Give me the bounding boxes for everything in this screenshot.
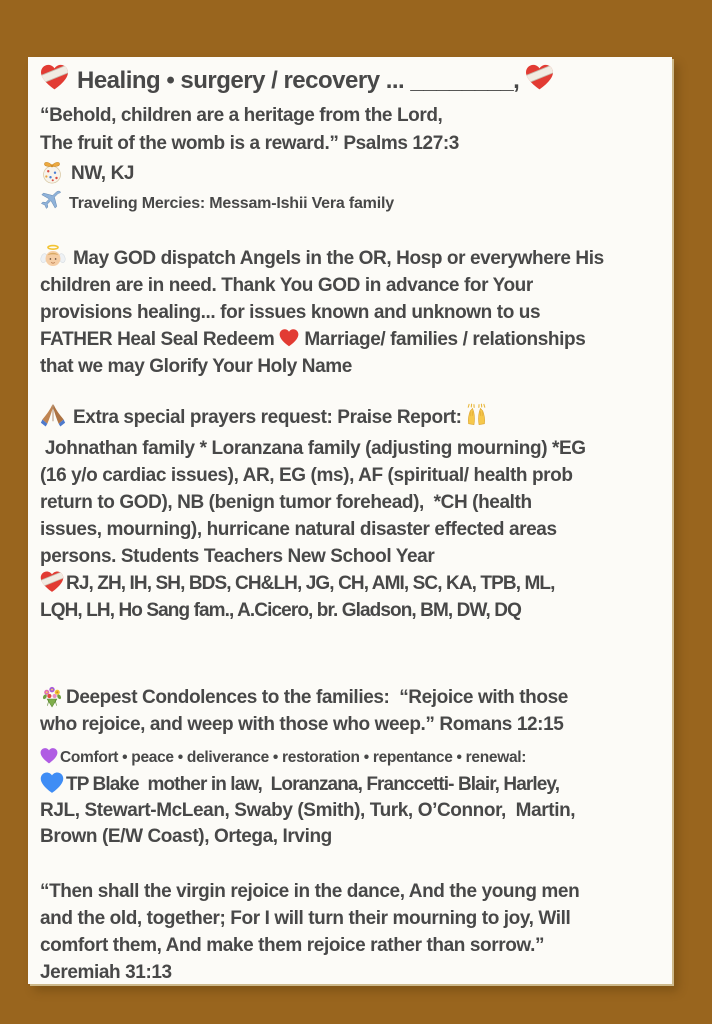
scripture-line: “Behold, children are a heritage from the Lord, xyxy=(40,105,443,126)
angels-prayer-paragraph xyxy=(40,243,664,380)
condolences-section xyxy=(40,684,664,738)
paragraph-line: provisions healing... for issues known and unknown to us xyxy=(40,302,541,323)
closing-quote xyxy=(40,878,664,959)
travel-text: Traveling Mercies: Messam-Ishii Vera family xyxy=(40,190,664,217)
comfort-header-line xyxy=(40,746,664,770)
initials-line: LQH, LH, Ho Sang fam., A.Cicero, br. Gladson, BM, DW, DQ xyxy=(40,600,521,621)
paragraph-line: return to GOD), NB (benign tumor forehead), *CH (health xyxy=(40,492,532,513)
initials-line: RJ, ZH, IH, SH, BDS, CH&LH, JG, CH, AMI, SC, KA, TPB, ML, xyxy=(40,570,664,597)
mending-heart-icon xyxy=(40,64,69,91)
mending-heart-icon xyxy=(40,570,64,594)
initials-list xyxy=(40,570,664,624)
special-prayers-body xyxy=(40,435,664,570)
header-section xyxy=(40,62,664,100)
paragraph-line: Johnathan family * Loranzana family (adjusting mourning) *EG xyxy=(40,438,586,459)
celebration-names: NW, KJ xyxy=(40,159,664,189)
raising-hands-icon xyxy=(463,402,490,429)
airplane-icon xyxy=(40,190,62,212)
paragraph-line: FATHER Heal Seal Redeem Marriage/ families / relationships xyxy=(40,329,586,350)
scripture-line: and the old, together; For I will turn their mourning to joy, Will xyxy=(40,908,571,929)
psalm-quote xyxy=(40,102,664,158)
scripture-reference: Jeremiah 31:13 xyxy=(40,962,172,983)
special-prayers-header xyxy=(40,402,664,431)
names-line: Brown (E/W Coast), Ortega, Irving xyxy=(40,826,332,847)
paragraph-line: (16 y/o cardiac issues), AR, EG (ms), AF (spiritual/ health prob xyxy=(40,465,573,486)
purple-heart-icon xyxy=(40,747,58,765)
comfort-heading: Comfort • peace • deliverance • restoration • repentance • renewal: xyxy=(40,746,664,770)
blue-heart-icon xyxy=(40,771,64,795)
names-line: TP Blake mother in law, Loranzana, Franccetti- Blair, Harley, xyxy=(40,771,664,798)
scripture-line: The fruit of the womb is a reward.” Psalms 127:3 xyxy=(40,133,459,154)
paragraph-line: that we may Glorify Your Holy Name xyxy=(40,356,352,377)
condolences-line: Deepest Condolences to the families: “Rejoice with those xyxy=(40,684,664,711)
folded-hands-icon xyxy=(40,402,66,429)
paragraph-line: children are in need. Thank You GOD in advance for Your xyxy=(40,275,533,296)
paragraph-line: issues, mourning), hurricane natural disaster effected areas xyxy=(40,519,557,540)
prayer-flyer-card xyxy=(28,57,672,984)
section-heading: Extra special prayers request: Praise Report: xyxy=(40,402,664,431)
names-line: RJL, Stewart-McLean, Swaby (Smith), Turk, O’Connor, Martin, xyxy=(40,800,576,821)
comfort-names-list xyxy=(40,771,664,850)
celebration-line xyxy=(40,159,664,189)
page-title: Healing • surgery / recovery ... ________, xyxy=(77,67,520,94)
scripture-line: “Then shall the virgin rejoice in the dance, And the young men xyxy=(40,881,580,902)
bouquet-icon xyxy=(40,684,64,708)
baby-angel-icon xyxy=(40,243,66,270)
closing-reference xyxy=(40,959,664,984)
paragraph-line: May GOD dispatch Angels in the OR, Hosp or everywhere His xyxy=(40,243,664,272)
paragraph-line: persons. Students Teachers New School Year xyxy=(40,546,435,567)
confetti-ball-icon xyxy=(40,160,64,184)
mending-heart-icon xyxy=(525,64,554,91)
title-line xyxy=(40,62,664,100)
traveling-mercies-line xyxy=(40,190,664,217)
scripture-line: comfort them, And make them rejoice rather than sorrow.” xyxy=(40,935,545,956)
condolences-line: who rejoice, and weep with those who weep.” Romans 12:15 xyxy=(40,714,564,735)
red-heart-icon xyxy=(279,328,299,348)
